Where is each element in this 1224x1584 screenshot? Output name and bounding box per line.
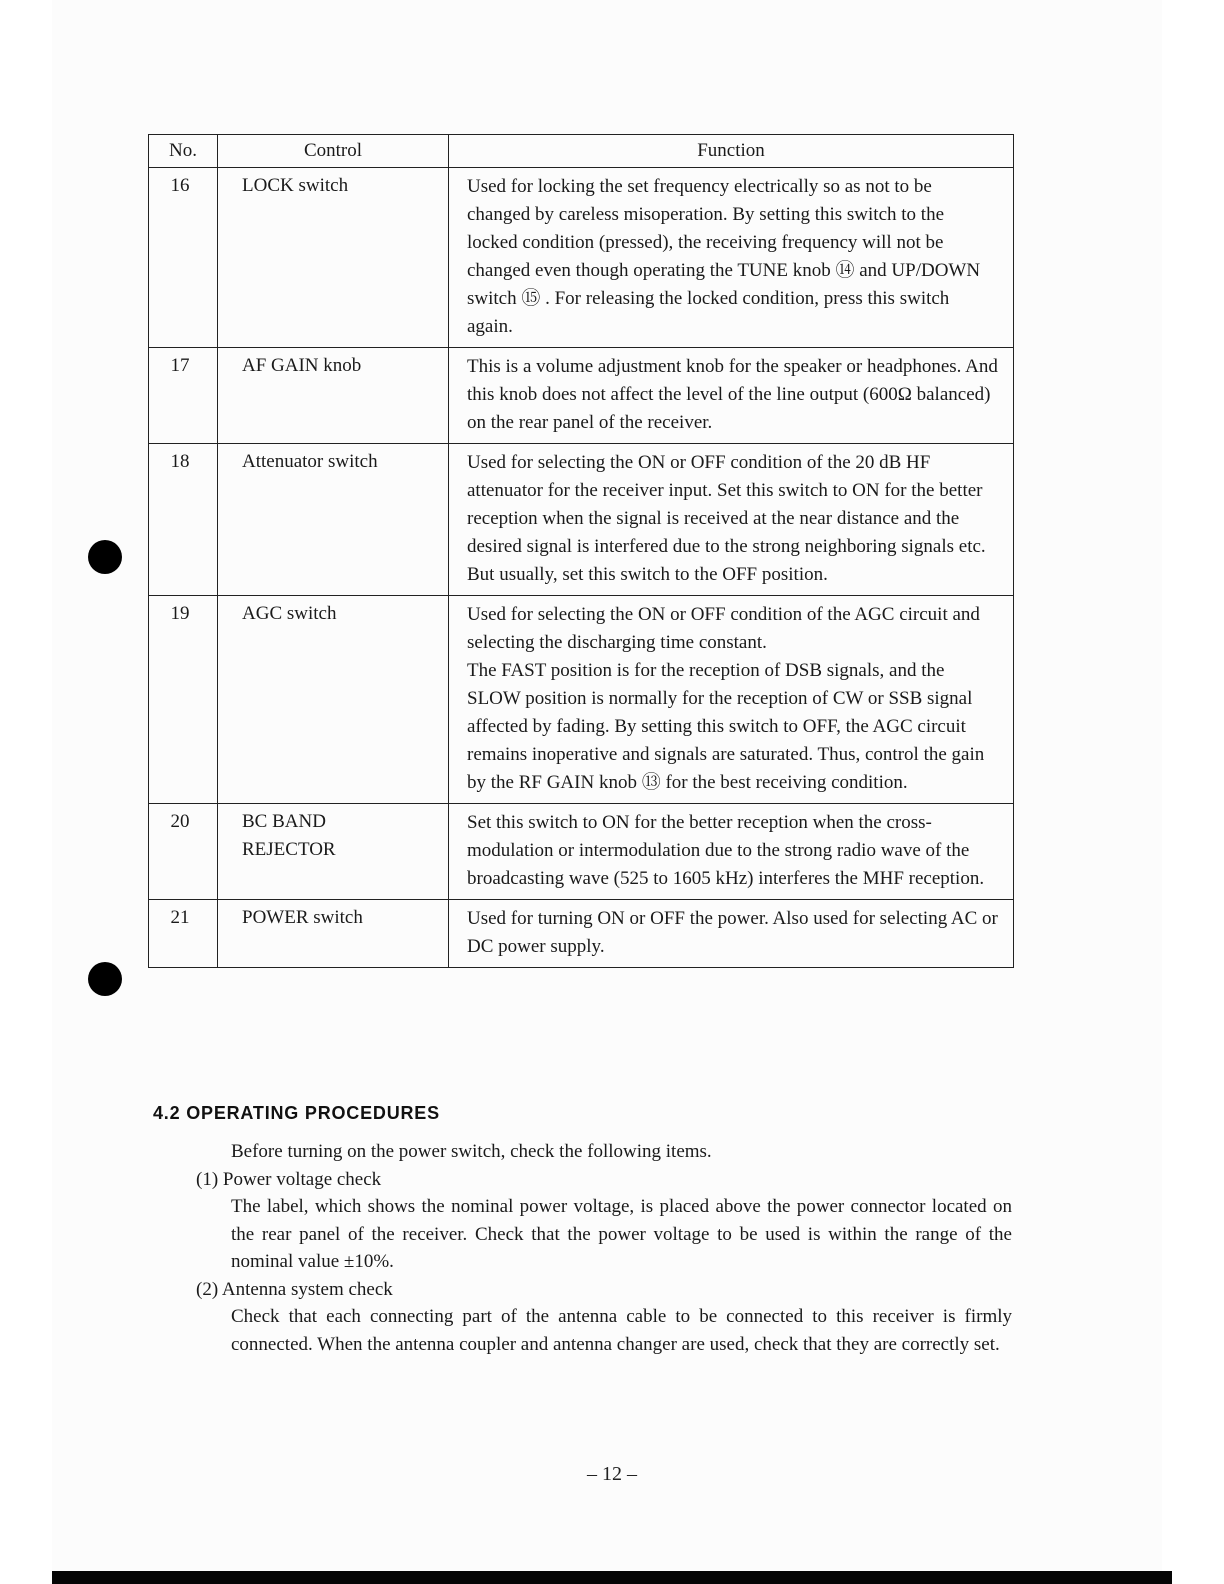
- control-name: [218, 804, 449, 900]
- scan-margin: [0, 0, 52, 1584]
- function-description: This is a volume adjustment knob for the speaker or headphones. And this knob does not affect the level of the line output (600Ω balanced) on the rear panel of the receiver.: [449, 348, 1014, 444]
- control-name-line: BC BAND: [242, 811, 326, 832]
- scan-bottom-edge: [52, 1571, 1172, 1584]
- row-number: 18: [149, 444, 218, 596]
- function-description: Used for turning ON or OFF the power. Also used for selecting AC or DC power supply.: [449, 900, 1014, 968]
- function-description: Set this switch to ON for the better reception when the cross-modulation or intermodulation due to the strong radio wave of the broadcasting wave (525 to 1605 kHz) interferes the MHF reception.: [449, 804, 1014, 900]
- check-item-title: (2) Antenna system check: [196, 1278, 393, 1300]
- control-name-line: REJECTOR: [242, 839, 336, 860]
- page-number: – 12 –: [587, 1463, 637, 1485]
- row-number: 16: [149, 168, 218, 348]
- table-row: [149, 168, 1014, 348]
- row-number: 21: [149, 900, 218, 968]
- table-row: [149, 596, 1014, 804]
- row-number: 17: [149, 348, 218, 444]
- header-control: Control: [218, 135, 449, 168]
- table-row: [149, 900, 1014, 968]
- table-row: [149, 348, 1014, 444]
- section-body: [196, 1138, 1012, 1358]
- section-heading: 4.2 OPERATING PROCEDURES: [153, 1103, 440, 1123]
- check-item-title: (1) Power voltage check: [196, 1168, 382, 1190]
- header-no: No.: [149, 135, 218, 168]
- check-item-body: Check that each connecting part of the antenna cable to be connected to this receiver is firmly connected. When the antenna coupler and antenna changer are used, check that they are correctly set.: [231, 1306, 1012, 1355]
- function-description: Used for selecting the ON or OFF condition of the 20 dB HF attenuator for the receiver input. Set this switch to ON for the better reception when the signal is received at the near distance and the desired signal is interfered due to the strong neighboring signals etc. But usually, set this switch to the OFF position.: [449, 444, 1014, 596]
- section-intro: Before turning on the power switch, check the following items.: [231, 1141, 712, 1162]
- function-description: [449, 596, 1014, 804]
- control-name: AGC switch: [218, 596, 449, 804]
- function-description: Used for locking the set frequency electrically so as not to be changed by careless misoperation. By setting this switch to the locked condition (pressed), the receiving frequency will not be changed even though operating the TUNE knob ⑭ and UP/DOWN switch ⑮ . For releasing the locked condition, press this switch again.: [449, 168, 1014, 348]
- row-number: 19: [149, 596, 218, 804]
- control-name: AF GAIN knob: [218, 348, 449, 444]
- header-function: Function: [449, 135, 1014, 168]
- controls-function-table: [148, 134, 1014, 968]
- table-header-row: [149, 135, 1014, 168]
- check-item-body: The label, which shows the nominal power voltage, is placed above the power connector located on the rear panel of the receiver. Check that the power voltage to be used is within the range of the nominal value ±10%.: [231, 1196, 1012, 1272]
- binder-hole-lower: [88, 962, 122, 996]
- table-row: [149, 804, 1014, 900]
- control-name: LOCK switch: [218, 168, 449, 348]
- table-row: [149, 444, 1014, 596]
- function-paragraph: The FAST position is for the reception of DSB signals, and the SLOW position is normally for the reception of CW or SSB signal affected by fading. By setting this switch to OFF, the AGC circuit remains inoperative and signals are saturated. Thus, control the gain by the RF GAIN knob ⑬ for the best receiving condition.: [467, 660, 985, 793]
- row-number: 20: [149, 804, 218, 900]
- function-paragraph: Used for selecting the ON or OFF condition of the AGC circuit and selecting the discharging time constant.: [467, 604, 980, 653]
- control-name: Attenuator switch: [218, 444, 449, 596]
- binder-hole-upper: [88, 540, 122, 574]
- control-name: POWER switch: [218, 900, 449, 968]
